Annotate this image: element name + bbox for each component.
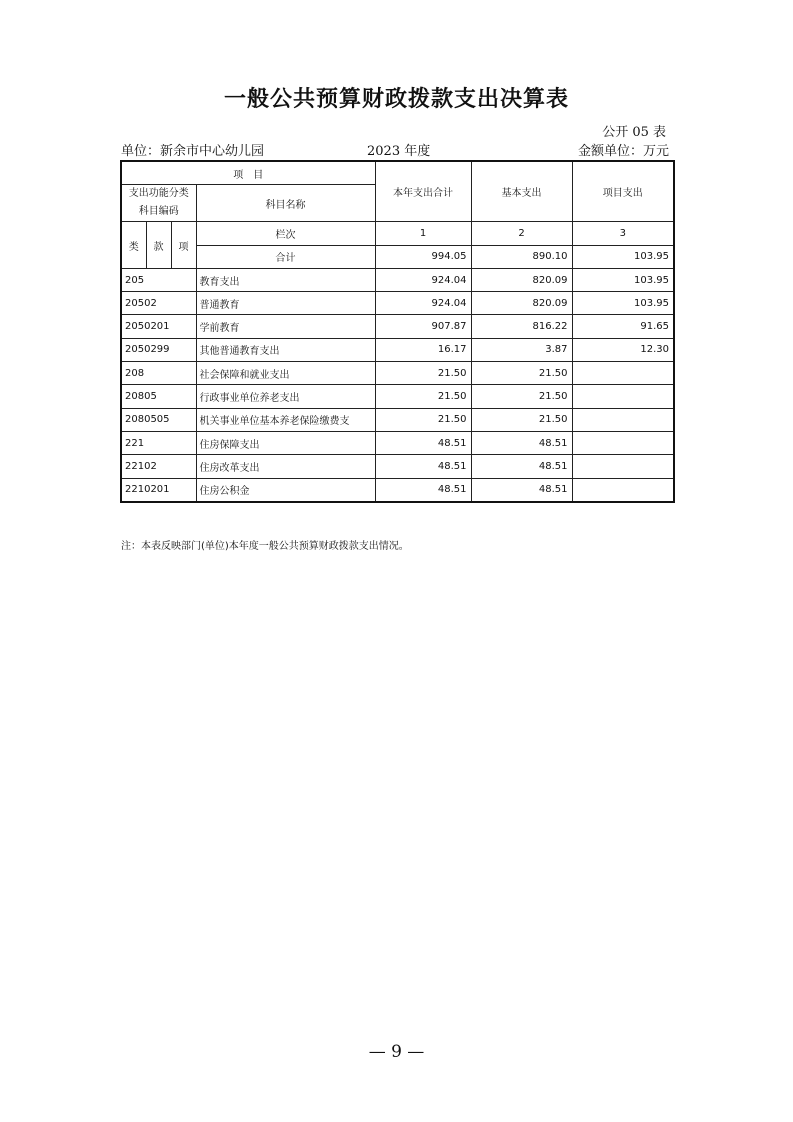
row-project [572,408,674,431]
row-basic: 21.50 [471,385,572,408]
row-project: 12.30 [572,338,674,361]
row-name: 行政事业单位养老支出 [196,385,375,408]
header-col-basic: 基本支出 [471,161,572,222]
row-code: 22102 [121,455,196,478]
row-total: 21.50 [375,385,471,408]
header-num-3: 3 [572,222,674,245]
table-row [121,315,674,338]
total-row [121,245,674,268]
row-total: 48.51 [375,478,471,502]
row-basic: 48.51 [471,478,572,502]
form-number: 公开 05 表 [602,125,666,140]
row-code: 205 [121,268,196,291]
row-name: 社会保障和就业支出 [196,362,375,385]
row-project [572,431,674,454]
row-code: 2080505 [121,408,196,431]
table-row [121,455,674,478]
table-row [121,362,674,385]
amount-unit-label: 金额单位：万元 [577,144,669,159]
header-code-label: 支出功能分类科目编码 [121,185,196,222]
header-xiang: 项 [171,222,196,269]
row-basic: 21.50 [471,362,572,385]
row-total: 924.04 [375,292,471,315]
row-name: 普通教育 [196,292,375,315]
row-project [572,362,674,385]
total-label: 合计 [196,245,375,268]
header-col-project: 项目支出 [572,161,674,222]
row-basic: 820.09 [471,292,572,315]
row-basic: 816.22 [471,315,572,338]
total-basic: 890.10 [471,245,572,268]
row-name: 教育支出 [196,268,375,291]
page-number: — 9 — [368,1042,425,1062]
table-note: 注：本表反映部门(单位)本年度一般公共预算财政拨款支出情况。 [121,541,409,552]
row-basic: 3.87 [471,338,572,361]
row-code: 2050201 [121,315,196,338]
total-project: 103.95 [572,245,674,268]
header-col-total: 本年支出合计 [375,161,471,222]
row-total: 21.50 [375,408,471,431]
row-basic: 48.51 [471,455,572,478]
row-total: 924.04 [375,268,471,291]
header-num-2: 2 [471,222,572,245]
row-basic: 21.50 [471,408,572,431]
row-code: 20502 [121,292,196,315]
table-row [121,478,674,502]
unit-label: 单位：新余市中心幼儿园 [121,144,265,159]
row-project [572,478,674,502]
row-project [572,385,674,408]
row-total: 48.51 [375,431,471,454]
row-name: 其他普通教育支出 [196,338,375,361]
header-name-label: 科目名称 [196,185,375,222]
header-lanci: 栏次 [196,222,375,245]
row-project: 103.95 [572,268,674,291]
header-lei: 类 [121,222,146,269]
row-name: 学前教育 [196,315,375,338]
row-code: 2210201 [121,478,196,502]
row-total: 21.50 [375,362,471,385]
table-row [121,338,674,361]
header-kuan: 款 [146,222,171,269]
year-label: 2023 年度 [367,144,431,159]
header-row-item [121,161,674,185]
row-code: 20805 [121,385,196,408]
table-row [121,431,674,454]
row-name: 住房改革支出 [196,455,375,478]
row-name: 住房公积金 [196,478,375,502]
table-row [121,385,674,408]
table-row [121,292,674,315]
row-code: 208 [121,362,196,385]
row-total: 16.17 [375,338,471,361]
row-total: 907.87 [375,315,471,338]
header-row-lanci [121,222,674,245]
table-row [121,408,674,431]
expenditure-table [120,160,675,503]
row-basic: 820.09 [471,268,572,291]
table-row [121,268,674,291]
row-project: 91.65 [572,315,674,338]
row-basic: 48.51 [471,431,572,454]
row-name: 机关事业单位基本养老保险缴费支 [196,408,375,431]
total-amount: 994.05 [375,245,471,268]
row-project: 103.95 [572,292,674,315]
header-item: 项 目 [121,161,375,185]
row-total: 48.51 [375,455,471,478]
header-num-1: 1 [375,222,471,245]
row-name: 住房保障支出 [196,431,375,454]
row-code: 2050299 [121,338,196,361]
row-project [572,455,674,478]
document-title: 一般公共预算财政拨款支出决算表 [223,86,569,112]
meta-row [121,140,673,160]
row-code: 221 [121,431,196,454]
